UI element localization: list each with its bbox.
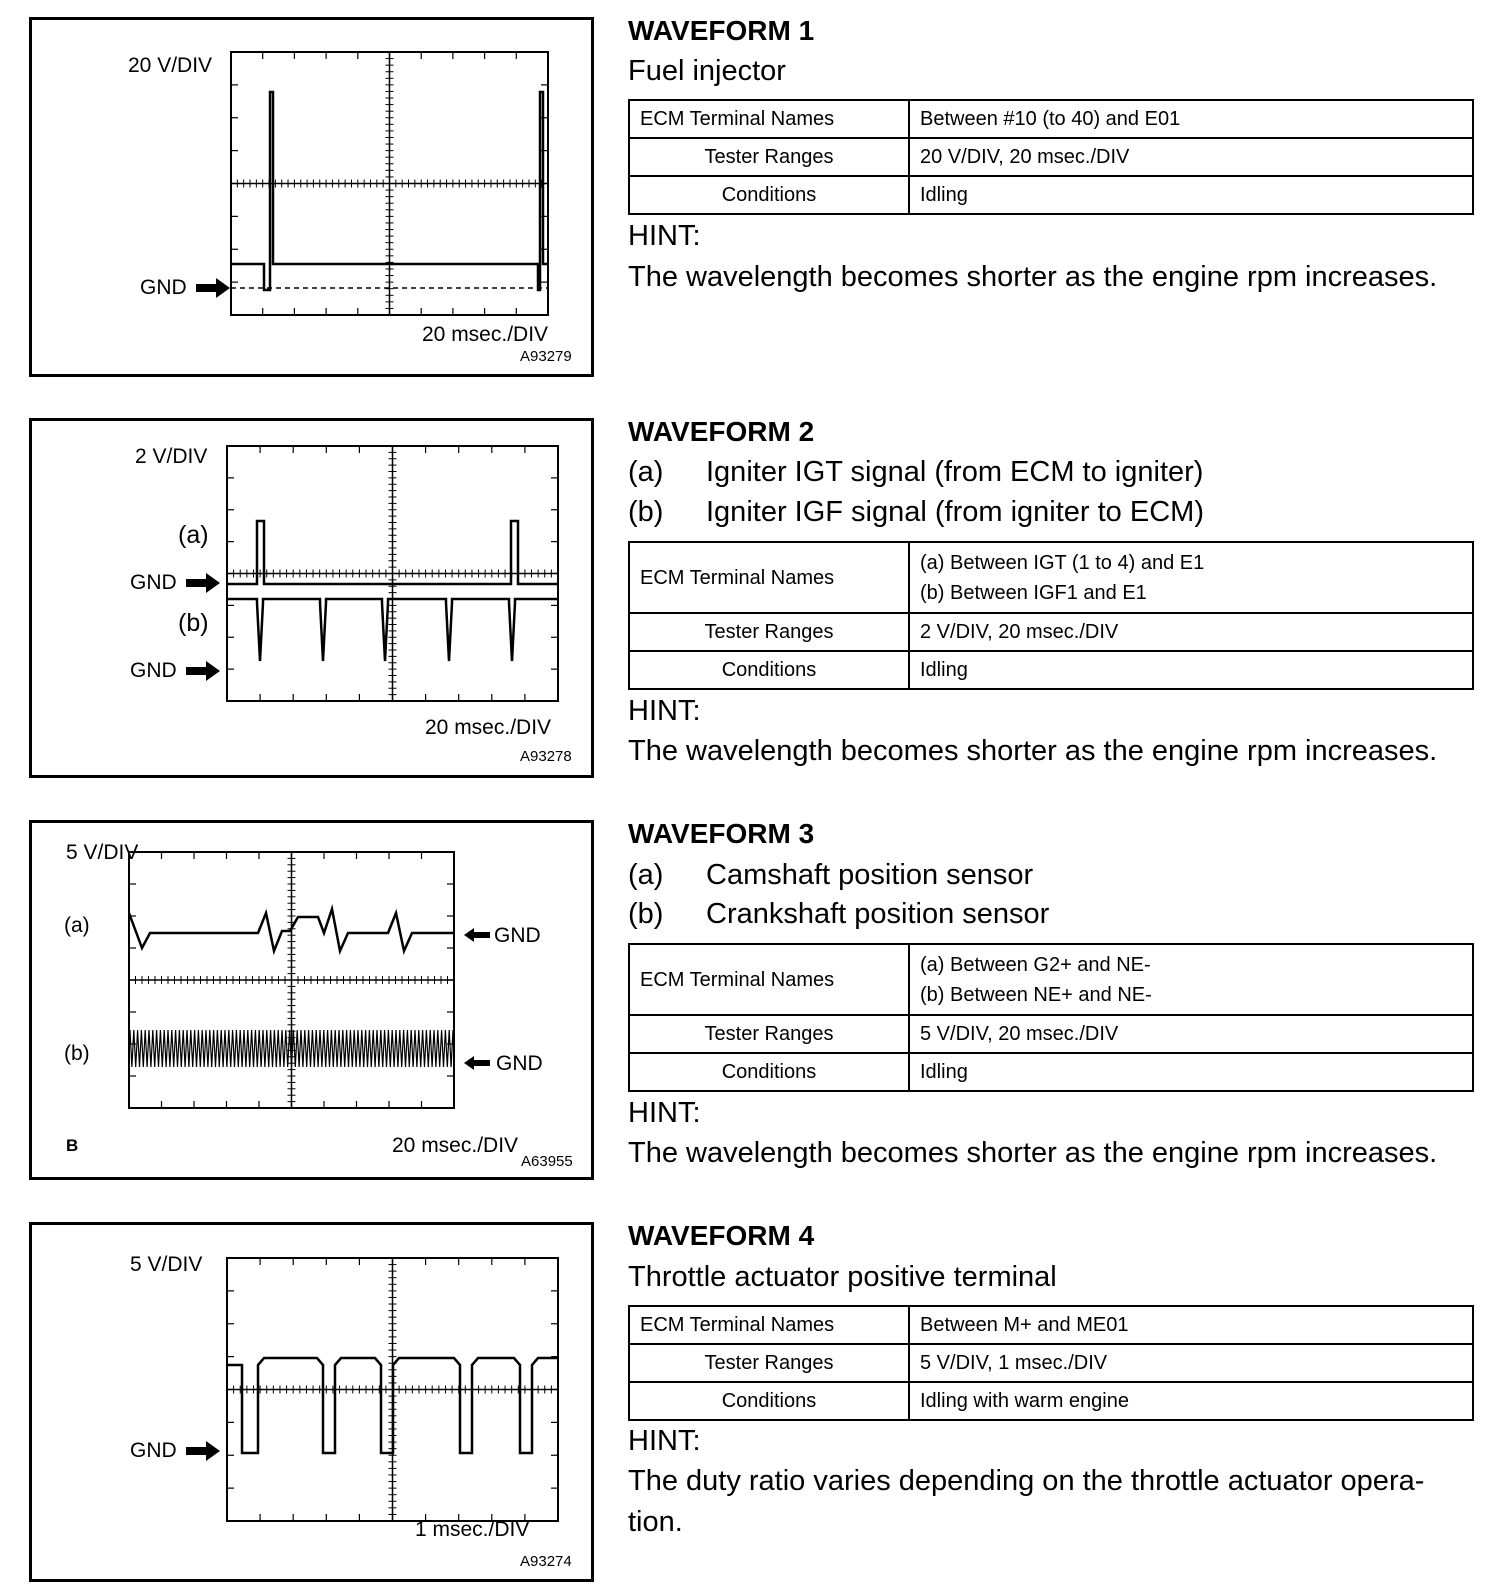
waveform-2-vdiv-label: 2 V/DIV bbox=[135, 445, 208, 468]
table-value-line: (a) Between IGT (1 to 4) and E1 bbox=[920, 551, 1205, 574]
table-value bbox=[909, 542, 1473, 613]
table-key: ECM Terminal Names bbox=[629, 944, 909, 1015]
table-value: 20 V/DIV, 20 msec./DIV bbox=[909, 138, 1473, 176]
waveform-2-trace-b-label: (b) bbox=[178, 609, 209, 637]
waveform-4-trace bbox=[227, 1358, 558, 1453]
waveform-2-subtitle-a bbox=[628, 458, 1203, 487]
subtitle-tag: (a) bbox=[628, 456, 664, 488]
subtitle-text: Crankshaft position sensor bbox=[706, 898, 1050, 930]
waveform-3-hint-text: The wavelength becomes shorter as the engine rpm increases. bbox=[628, 1137, 1438, 1169]
waveform-1-graticule bbox=[231, 52, 548, 315]
waveform-2-hint-label: HINT: bbox=[628, 695, 701, 727]
waveform-2-title: WAVEFORM 2 bbox=[628, 416, 815, 447]
waveform-4-vdiv-label: 5 V/DIV bbox=[130, 1253, 203, 1276]
waveform-4-tdiv-label: 1 msec./DIV bbox=[415, 1518, 530, 1541]
table-key: ECM Terminal Names bbox=[629, 100, 909, 138]
waveform-1-tdiv-label: 20 msec./DIV bbox=[422, 323, 549, 346]
table-key: Tester Ranges bbox=[629, 138, 909, 176]
table-row bbox=[629, 944, 1473, 1015]
waveform-3-trace-a-label: (a) bbox=[64, 914, 90, 937]
waveform-2-hint-text: The wavelength becomes shorter as the engine rpm increases. bbox=[628, 735, 1438, 767]
waveform-1-gnd-label: GND bbox=[140, 276, 187, 299]
waveform-3-gnd-label-b: GND bbox=[496, 1052, 543, 1075]
table-value-line: (a) Between G2+ and NE- bbox=[920, 953, 1151, 976]
table-row bbox=[629, 651, 1473, 689]
table-row bbox=[629, 1053, 1473, 1091]
subtitle-tag: (b) bbox=[628, 496, 664, 528]
waveform-2-graticule bbox=[227, 446, 558, 701]
table-row bbox=[629, 1344, 1473, 1382]
waveform-4-gnd-arrow-icon bbox=[186, 1441, 220, 1461]
waveform-4-hint-text: The duty ratio varies depending on the throttle actuator opera-tion. bbox=[628, 1465, 1425, 1538]
table-row bbox=[629, 100, 1473, 138]
table-row bbox=[629, 138, 1473, 176]
waveform-3-graticule bbox=[129, 852, 454, 1108]
table-value bbox=[909, 944, 1473, 1015]
waveform-3-oscilloscope bbox=[29, 820, 594, 1180]
waveform-1-hint-text: The wavelength becomes shorter as the engine rpm increases. bbox=[628, 261, 1438, 293]
table-key: Tester Ranges bbox=[629, 1344, 909, 1382]
waveform-1-gnd-arrow-icon bbox=[196, 278, 230, 298]
waveform-4-spec-table bbox=[628, 1305, 1474, 1421]
waveform-1-spec-table bbox=[628, 99, 1474, 215]
table-key: Tester Ranges bbox=[629, 1015, 909, 1053]
waveform-3-gnd-arrow-b-icon bbox=[464, 1056, 490, 1070]
table-row bbox=[629, 1382, 1473, 1420]
table-key: Conditions bbox=[629, 651, 909, 689]
table-value: Idling with warm engine bbox=[909, 1382, 1473, 1420]
table-row bbox=[629, 613, 1473, 651]
waveform-2-figure-code: A93278 bbox=[520, 748, 572, 765]
waveform-1-subtitle: Fuel injector bbox=[628, 55, 786, 87]
waveform-3-corner-mark: B bbox=[66, 1136, 79, 1155]
subtitle-text: Igniter IGT signal (from ECM to igniter) bbox=[706, 456, 1204, 488]
waveform-3-hint-label: HINT: bbox=[628, 1097, 701, 1129]
waveform-4-figure-code: A93274 bbox=[520, 1553, 572, 1570]
waveform-4-subtitle: Throttle actuator positive terminal bbox=[628, 1261, 1057, 1293]
waveform-3-scope-svg bbox=[32, 823, 591, 1177]
waveform-3-spec-table bbox=[628, 943, 1474, 1092]
waveform-1-figure-code: A93279 bbox=[520, 348, 572, 365]
table-row bbox=[629, 176, 1473, 214]
subtitle-tag: (b) bbox=[628, 898, 664, 930]
table-value: Between M+ and ME01 bbox=[909, 1306, 1473, 1344]
table-value-line: (b) Between IGF1 and E1 bbox=[920, 581, 1147, 604]
table-value: Between #10 (to 40) and E01 bbox=[909, 100, 1473, 138]
subtitle-text: Igniter IGF signal (from igniter to ECM) bbox=[706, 496, 1204, 528]
waveform-3-gnd-label-a: GND bbox=[494, 924, 541, 947]
table-key: Conditions bbox=[629, 176, 909, 214]
subtitle-text: Camshaft position sensor bbox=[706, 859, 1034, 891]
table-row bbox=[629, 1306, 1473, 1344]
table-key: ECM Terminal Names bbox=[629, 1306, 909, 1344]
table-value: 2 V/DIV, 20 msec./DIV bbox=[909, 613, 1473, 651]
waveform-2-subtitle-b bbox=[628, 498, 1204, 527]
waveform-4-title: WAVEFORM 4 bbox=[628, 1220, 815, 1251]
waveform-2-spec-table bbox=[628, 541, 1474, 690]
table-value: Idling bbox=[909, 176, 1473, 214]
table-value: Idling bbox=[909, 651, 1473, 689]
waveform-2-oscilloscope bbox=[29, 418, 594, 778]
waveform-3-trace-b-label: (b) bbox=[64, 1042, 90, 1065]
table-value-line: (b) Between NE+ and NE- bbox=[920, 983, 1152, 1006]
table-row bbox=[629, 542, 1473, 613]
waveform-4-oscilloscope bbox=[29, 1222, 594, 1582]
waveform-1-scope-svg bbox=[32, 20, 591, 374]
waveform-1-vdiv-label: 20 V/DIV bbox=[128, 54, 213, 77]
subtitle-tag: (a) bbox=[628, 859, 664, 891]
waveform-3-gnd-arrow-a-icon bbox=[464, 928, 490, 942]
table-value: 5 V/DIV, 1 msec./DIV bbox=[909, 1344, 1473, 1382]
table-value: Idling bbox=[909, 1053, 1473, 1091]
waveform-3-title: WAVEFORM 3 bbox=[628, 818, 815, 849]
waveform-3-tdiv-label: 20 msec./DIV bbox=[392, 1134, 519, 1157]
table-key: ECM Terminal Names bbox=[629, 542, 909, 613]
waveform-2-gnd-arrow-a-icon bbox=[186, 573, 220, 593]
waveform-3-figure-code: A63955 bbox=[521, 1153, 573, 1170]
waveform-4-hint-label: HINT: bbox=[628, 1425, 701, 1457]
waveform-2-gnd-label-b: GND bbox=[130, 659, 177, 682]
waveform-3-subtitle-b bbox=[628, 900, 1049, 929]
waveform-2-gnd-arrow-b-icon bbox=[186, 661, 220, 681]
table-key: Conditions bbox=[629, 1382, 909, 1420]
waveform-4-gnd-label: GND bbox=[130, 1439, 177, 1462]
waveform-2-tdiv-label: 20 msec./DIV bbox=[425, 716, 552, 739]
waveform-1-title: WAVEFORM 1 bbox=[628, 15, 815, 46]
table-row bbox=[629, 1015, 1473, 1053]
table-key: Conditions bbox=[629, 1053, 909, 1091]
table-key: Tester Ranges bbox=[629, 613, 909, 651]
waveform-1-hint-label: HINT: bbox=[628, 220, 701, 252]
waveform-2-trace-a-label: (a) bbox=[178, 521, 209, 549]
waveform-3-vdiv-label: 5 V/DIV bbox=[66, 841, 139, 864]
table-value: 5 V/DIV, 20 msec./DIV bbox=[909, 1015, 1473, 1053]
waveform-3-subtitle-a bbox=[628, 861, 1033, 890]
waveform-1-oscilloscope bbox=[29, 17, 594, 377]
waveform-2-gnd-label-a: GND bbox=[130, 571, 177, 594]
